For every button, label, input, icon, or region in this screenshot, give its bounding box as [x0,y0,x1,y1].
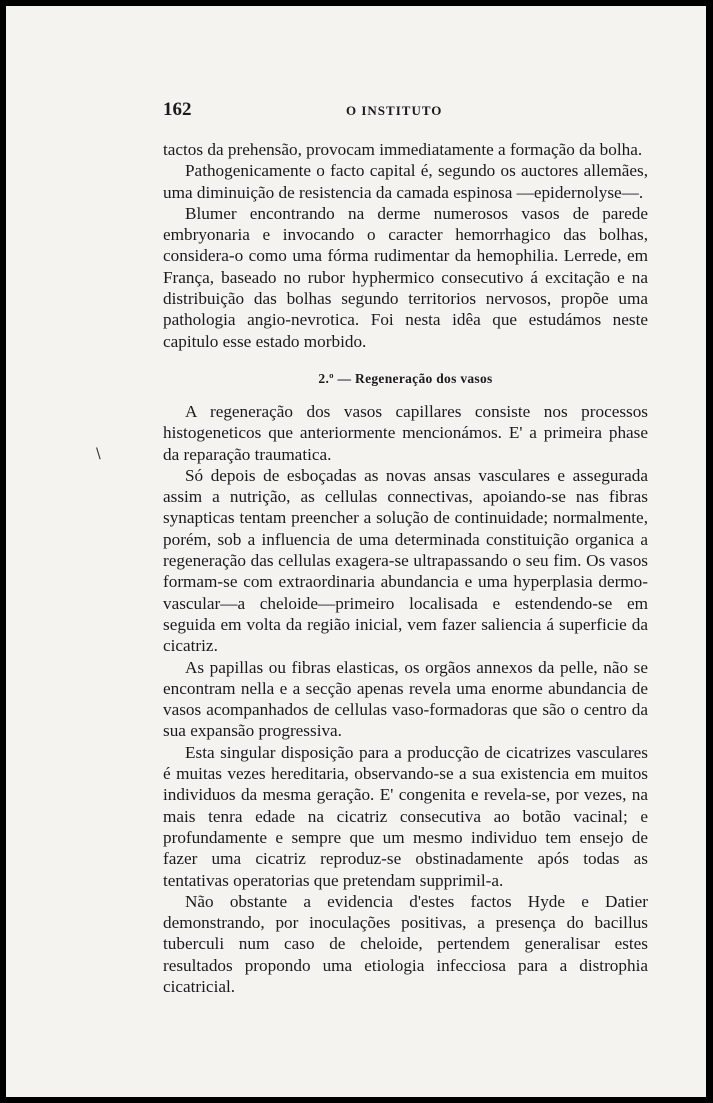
page-content [163,99,648,997]
paragraph-continued: tactos da prehensão, provocam immediatamente a formação da bolha. [163,140,643,159]
paragraph-heredity: Esta singular disposição para a producção de cicatrizes vasculares é muitas vezes hereditaria, observando-se a sua existencia em muitos individuos da mesma geração. E' congenita e revela-se, por vezes, na mais tenra edade na cicatriz consecutiva ao botão vacinal; e profundamente e sempre que um mesmo individuo tem ensejo de fazer uma cicatriz reproduz-se obstinadamente após todas as tentativas operatorias que pretendam supprimil-a. [163,742,648,890]
paragraph-cheloide: Só depois de esboçadas as novas ansas vasculares e assegurada assim a nutrição, as cellulas connectivas, apoiando-se nas fibras synapticas tentam preencher a solução de continuidade; normalmente, porém, sob a influencia de uma determinada constituição organica a regeneração das cellulas exagera-se ultrapassando o seu fim. Os vasos formam-se com extraordinaria abundancia e uma hyperplasia dermo-vascular—a cheloide—primeiro localisada e estendendo-se em seguida em volta da região inicial, vem fazer saliencia á superficie da cicatriz. [163,465,648,656]
running-head [163,99,648,121]
paragraph-pathogenesis: Pathogenicamente o facto capital é, segundo os auctores allemães, uma diminuição de resistencia da camada espinosa —epidernolyse—. [163,161,648,202]
paragraph-hyde-datier: Não obstante a evidencia d'estes factos Hyde e Datier demonstrando, por inoculações positivas, a presença do bacillus tuberculi num caso de cheloide, pertendem generalisar estes resultados propondo uma etiologia infecciosa para a distrophia cicatricial. [163,891,648,996]
running-title: O INSTITUTO [346,103,443,118]
paragraph-vessel-regeneration: A regeneração dos vasos capillares consiste nos processos histogeneticos que anteriormente mencionámos. E' a primeira phase da reparação traumatica. [163,401,648,464]
margin-stroke-mark: \ [96,446,101,462]
paragraph-blumer: Blumer encontrando na derme numerosos vasos de parede embryonaria e invocando o caracter hemorrhagico das bolhas, considera-o como uma fórma rudimentar da hemophilia. Lerrede, em França, baseado no rubor hyphermico consecutivo á excitação e na distribuição das bolhas segundo territorios nervosos, propõe uma pathologia angio-nevrotica. Foi nesta idêa que estudámos neste capitulo esse estado morbido. [163,203,648,351]
section-heading: 2.º — Regeneração dos vasos [318,370,493,386]
paragraph-papillas: As papillas ou fibras elasticas, os orgãos annexos da pelle, não se encontram nella e a secção apenas revela uma enorme abundancia de vasos acompanhados de cellulas vaso-formadoras que são o centro da sua expansão progressiva. [163,657,648,741]
page-number: 162 [163,99,192,120]
book-page [6,6,706,1097]
